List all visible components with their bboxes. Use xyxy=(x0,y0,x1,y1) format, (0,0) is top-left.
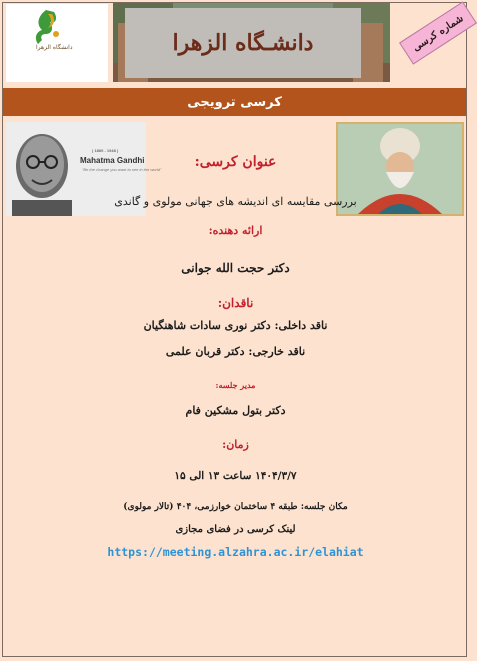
topic-value: بررسی مقایسه ای اندیشه های جهانی مولوی و گاندی xyxy=(114,195,357,208)
critic-internal: ناقد داخلی: دکتر نوری سادات شاهنگیان xyxy=(143,319,328,332)
logo-mark-icon xyxy=(26,8,66,48)
gandhi-quote: "Be the change you want to see in the world" xyxy=(82,167,162,172)
gandhi-name: Mahatma Gandhi xyxy=(80,156,145,165)
moderator-value: دکتر بتول مشکین فام xyxy=(185,404,286,417)
time-value: ۱۴۰۴/۳/۷ ساعت ۱۳ الی ۱۵ xyxy=(174,470,297,482)
online-label: لینک کرسی در فضای مجازی xyxy=(175,524,296,535)
critics-label: ناقدان: xyxy=(217,296,254,310)
university-logo xyxy=(6,4,108,82)
title-bar xyxy=(3,88,466,116)
presenter-value: دکتر حجت الله جوانی xyxy=(181,261,290,275)
presenter-label: ارائه دهنده: xyxy=(208,224,263,237)
time-label: زمان: xyxy=(222,438,249,451)
place-value: مکان جلسه: طبقه ۴ ساختمان خوارزمی، ۴۰۴ (تالار مولوی) xyxy=(123,502,348,512)
topic-label: عنوان کرسی: xyxy=(194,154,277,170)
moderator-label: مدیر جلسه: xyxy=(215,380,256,390)
page-title: کرسی ترویجی xyxy=(187,94,282,110)
chair-number-badge: شماره کرسی xyxy=(399,1,477,64)
banner-sign-text: دانشـگاه الزهرا xyxy=(125,8,361,78)
gandhi-years: ( 1869 - 1948 ) xyxy=(92,148,119,153)
logo-text: دانشگاه الزهرا xyxy=(36,44,73,51)
meeting-link[interactable]: https://meeting.alzahra.ac.ir/elahiat xyxy=(107,545,364,559)
critic-external: ناقد خارجی: دکتر قربان علمی xyxy=(165,345,306,358)
